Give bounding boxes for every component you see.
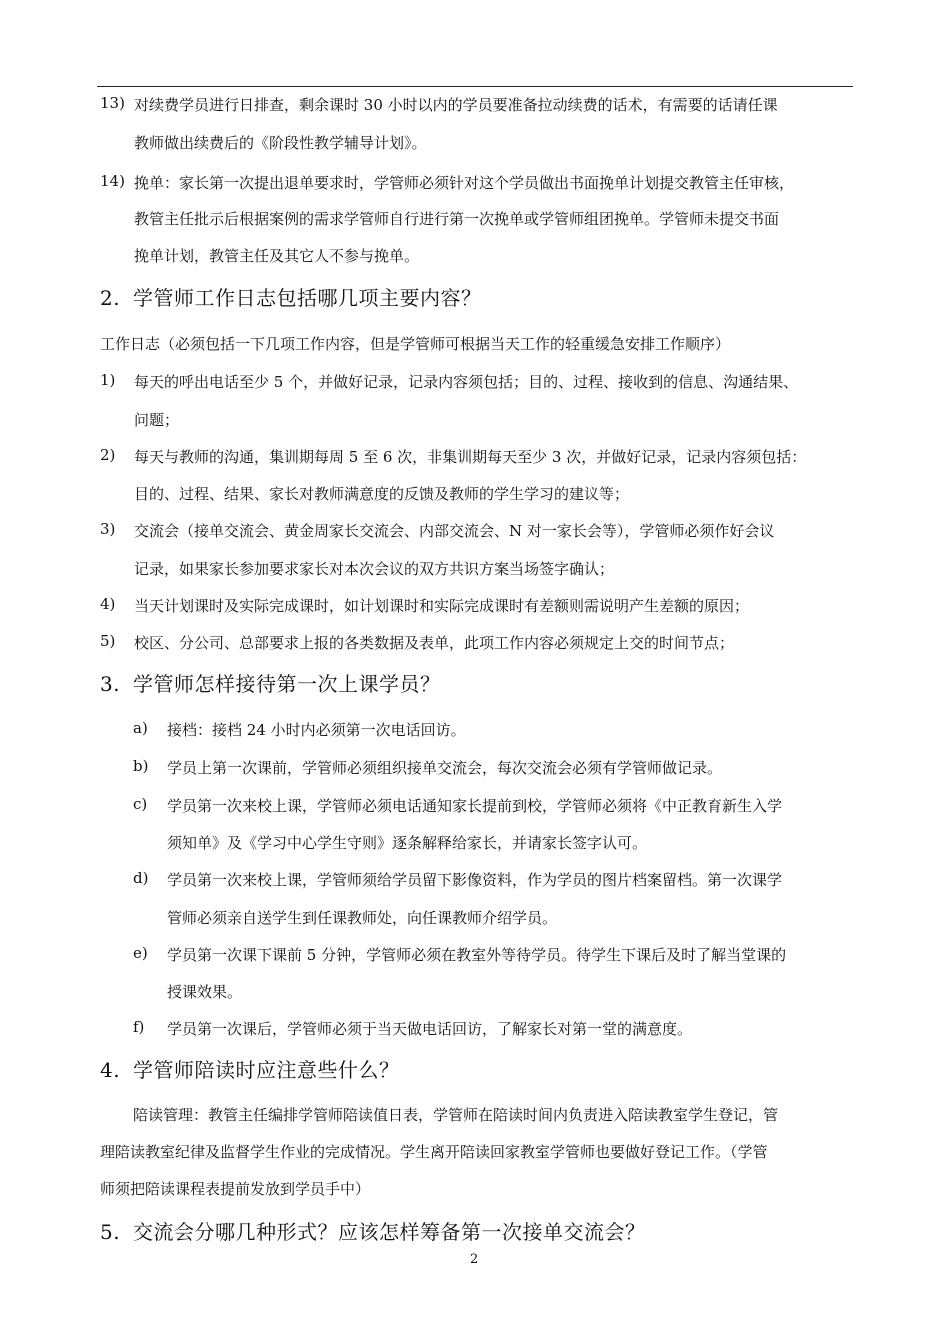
list-text-line: 当天计划课时及实际完成课时，如计划课时和实际完成课时有差额则需说明产生差额的原因； bbox=[134, 597, 750, 615]
heading-number: 5. bbox=[100, 1220, 121, 1244]
section-heading-5 bbox=[100, 1216, 646, 1245]
section-intro: 工作日志（必须包括一下几项工作内容，但是学管师可根据当天工作的轻重缓急安排工作顺序） bbox=[100, 335, 731, 353]
list-text-line: 学员第一次课后，学管师必须于当天做电话回访，了解家长对第一堂的满意度。 bbox=[167, 1020, 693, 1038]
list-text-line: 管师必须亲自送学生到任课教师处，向任课教师介绍学员。 bbox=[167, 909, 558, 927]
list-text-line: 每天的呼出电话至少 5 个，并做好记录，记录内容须包括；目的、过程、接收到的信息、沟通结果、 bbox=[134, 373, 799, 391]
list-item-b bbox=[100, 757, 852, 779]
list-number: 3) bbox=[100, 520, 116, 538]
section-heading-2 bbox=[100, 282, 482, 311]
list-number: 4) bbox=[100, 595, 116, 613]
list-text-line: 学员第一次来校上课，学管师必须电话通知家长提前到校，学管师必须将《中正教育新生入学 bbox=[167, 797, 783, 815]
list-text-line: 学员上第一次课前，学管师必须组织接单交流会，每次交流会必须有学管师做记录。 bbox=[167, 759, 723, 777]
list-text-line: 挽单：家长第一次提出退单要求时，学管师必须针对这个学员做出书面挽单计划提交教管主任审核， bbox=[134, 174, 795, 192]
list-text-line: 接档：接档 24 小时内必须第一次电话回访。 bbox=[167, 721, 466, 739]
list-text-line: 每天与教师的沟通，集训期每周 5 至 6 次，非集训期每天至少 3 次，并做好记录，记录内容须包括： bbox=[134, 448, 807, 466]
list-text-line: 须知单》及《学习中心学生守则》逐条解释给家长，并请家长签字认可。 bbox=[167, 834, 648, 852]
list-text-line: 记录，如果家长参加要求家长对本次会议的双方共识方案当场签字确认； bbox=[134, 560, 615, 578]
heading-text: 学管师怎样接待第一次上课学员？ bbox=[133, 672, 441, 696]
list-number: e) bbox=[133, 944, 148, 962]
list-number: c) bbox=[133, 795, 148, 813]
list-item-a bbox=[100, 719, 852, 741]
heading-text: 学管师陪读时应注意些什么？ bbox=[133, 1058, 400, 1082]
heading-number: 4. bbox=[100, 1058, 121, 1082]
list-item-4 bbox=[100, 595, 852, 617]
section-heading-3 bbox=[100, 668, 441, 697]
paragraph-line: 陪读管理：教管主任编排学管师陪读值日表，学管师在陪读时间内负责进入陪读教室学生登记，管 bbox=[133, 1106, 779, 1124]
list-item-3 bbox=[100, 520, 852, 580]
header-rule bbox=[97, 86, 853, 87]
paragraph-line: 理陪读教室纪律及监督学生作业的完成情况。学生离开陪读回家教室学管师也要做好登记工作。（学管 bbox=[100, 1143, 768, 1161]
heading-text: 学管师工作日志包括哪几项主要内容？ bbox=[133, 286, 482, 310]
list-text-line: 教师做出续费后的《阶段性教学辅导计划》。 bbox=[134, 134, 427, 152]
list-number: 2) bbox=[100, 446, 116, 464]
list-number: 13) bbox=[100, 94, 125, 112]
list-text-line: 授课效果。 bbox=[167, 983, 243, 1001]
list-text-line: 挽单计划，教管主任及其它人不参与挽单。 bbox=[134, 247, 420, 265]
list-text-line: 目的、过程、结果、家长对教师满意度的反馈及教师的学生学习的建议等； bbox=[134, 485, 630, 503]
list-item-e bbox=[100, 944, 852, 1004]
list-number: b) bbox=[133, 757, 149, 775]
list-number: f) bbox=[133, 1018, 145, 1036]
list-text-line: 学员第一次来校上课，学管师须给学员留下影像资料，作为学员的图片档案留档。第一次课学 bbox=[167, 871, 783, 889]
list-item-2 bbox=[100, 446, 852, 506]
page-number: 2 bbox=[470, 1252, 479, 1267]
list-number: 14) bbox=[100, 172, 125, 190]
list-text-line: 教管主任批示后根据案例的需求学管师自行进行第一次挽单或学管师组团挽单。学管师未提交书面 bbox=[134, 210, 780, 228]
list-number: a) bbox=[133, 719, 148, 737]
list-number: 1) bbox=[100, 371, 116, 389]
list-text-line: 学员第一次课下课前 5 分钟，学管师必须在教室外等待学员。待学生下课后及时了解当堂课的 bbox=[167, 946, 787, 964]
list-item-13 bbox=[100, 94, 852, 154]
section-heading-4 bbox=[100, 1054, 400, 1083]
list-item-5 bbox=[100, 632, 852, 654]
list-text-line: 校区、分公司、总部要求上报的各类数据及表单，此项工作内容必须规定上交的时间节点； bbox=[134, 634, 735, 652]
list-item-f bbox=[100, 1018, 852, 1040]
list-item-14 bbox=[100, 172, 852, 264]
list-item-d bbox=[100, 869, 852, 929]
heading-text: 交流会分哪几种形式？应该怎样筹备第一次接单交流会？ bbox=[133, 1220, 646, 1244]
list-number: 5) bbox=[100, 632, 116, 650]
paragraph-line: 师须把陪读课程表提前发放到学员手中） bbox=[100, 1180, 371, 1198]
heading-number: 3. bbox=[100, 672, 121, 696]
list-item-c bbox=[100, 795, 852, 855]
heading-number: 2. bbox=[100, 286, 121, 310]
list-text-line: 对续费学员进行日排查，剩余课时 30 小时以内的学员要准备拉动续费的话术，有需要的话请任课 bbox=[134, 96, 778, 114]
list-item-1 bbox=[100, 371, 852, 431]
list-text-line: 问题； bbox=[134, 411, 180, 429]
list-number: d) bbox=[133, 869, 149, 887]
list-text-line: 交流会（接单交流会、黄金周家长交流会、内部交流会、N 对一家长会等），学管师必须作好会议 bbox=[134, 522, 775, 540]
